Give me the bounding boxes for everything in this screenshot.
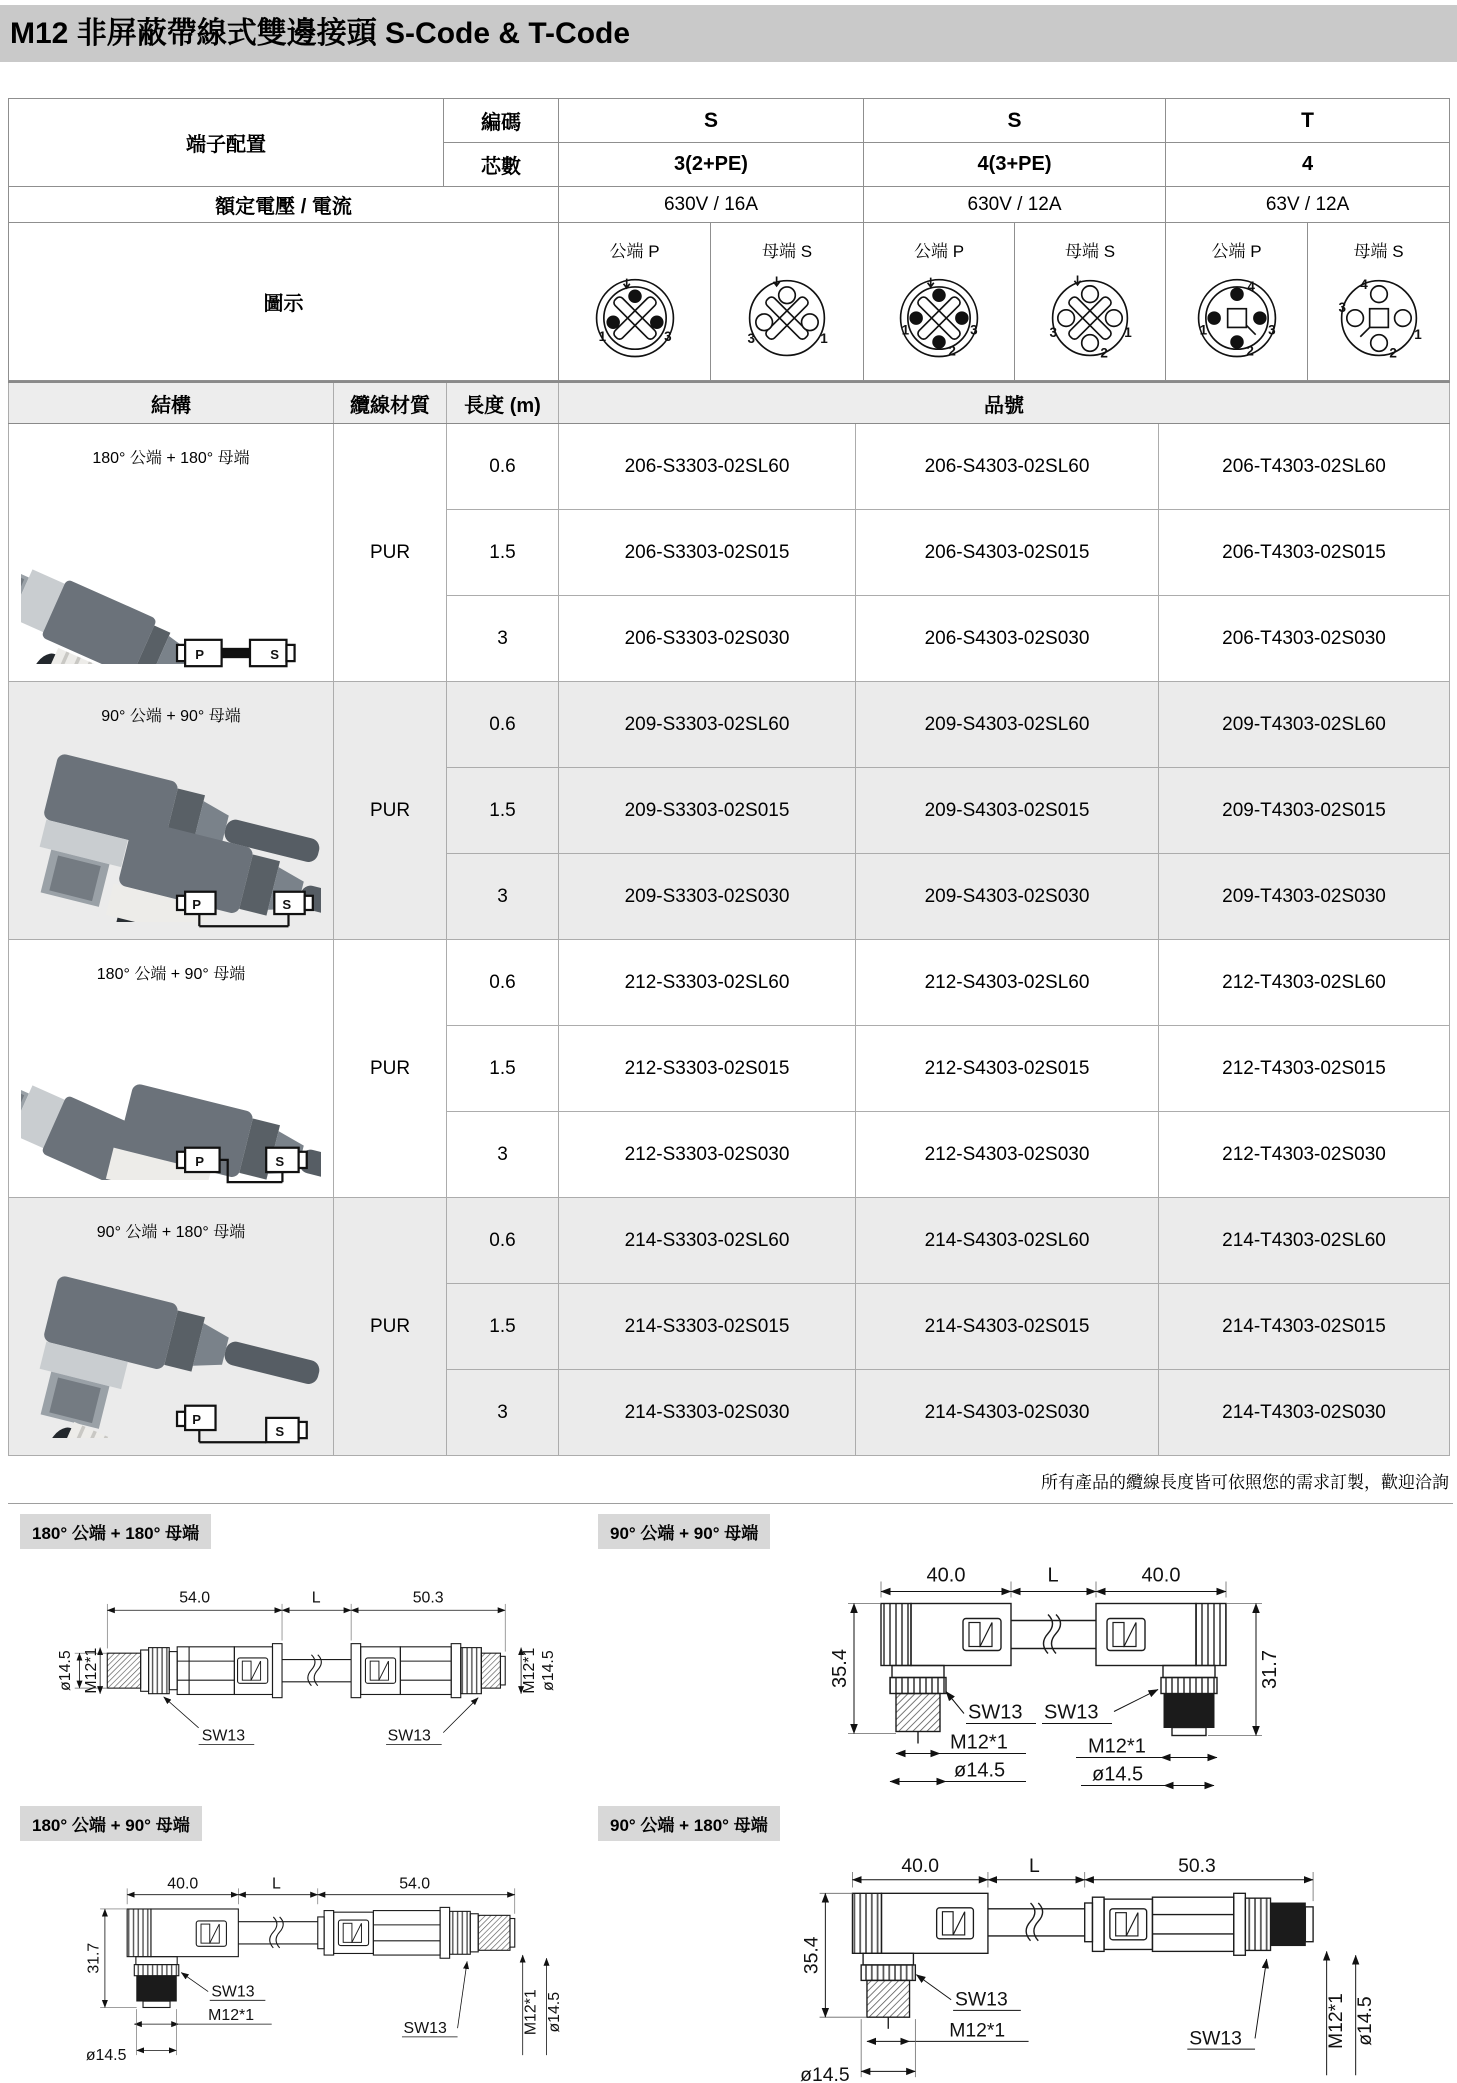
svg-text:L: L bbox=[1047, 1564, 1059, 1587]
part-number-cell: 209-S4303-02S030 bbox=[856, 854, 1159, 940]
part-number-cell: 214-T4303-02S030 bbox=[1159, 1370, 1450, 1456]
dimension-drawing bbox=[696, 1551, 1396, 1800]
pinout-t-male-icon bbox=[1185, 262, 1289, 370]
svg-text:40.0: 40.0 bbox=[1141, 1564, 1181, 1587]
svg-text:L: L bbox=[1029, 1855, 1040, 1878]
part-number-cell: 206-T4303-02S030 bbox=[1159, 596, 1450, 682]
svg-text:4: 4 bbox=[1246, 279, 1255, 295]
rating-value: 63V / 12A bbox=[1166, 187, 1450, 223]
code-value: S bbox=[559, 99, 864, 143]
svg-text:ø14.5: ø14.5 bbox=[1354, 1996, 1377, 2046]
svg-text:M12*1: M12*1 bbox=[208, 2007, 255, 2025]
rating-label: 額定電壓 / 電流 bbox=[9, 187, 559, 223]
part-number-cell: 209-S4303-02SL60 bbox=[856, 682, 1159, 768]
svg-text:1: 1 bbox=[598, 328, 606, 344]
length-cell: 0.6 bbox=[447, 940, 559, 1026]
part-number-cell: 209-S4303-02S015 bbox=[856, 768, 1159, 854]
pinout-cell bbox=[864, 223, 1015, 381]
length-cell: 3 bbox=[447, 854, 559, 940]
orientation-schematic-icon bbox=[175, 1403, 327, 1451]
svg-text:35.4: 35.4 bbox=[829, 1649, 851, 1688]
part-number-cell: 206-S4303-02SL60 bbox=[856, 424, 1159, 510]
svg-text:S: S bbox=[275, 1424, 285, 1440]
pinout-cell bbox=[1166, 223, 1308, 381]
svg-text:50.3: 50.3 bbox=[412, 1589, 444, 1607]
length-cell: 3 bbox=[447, 1112, 559, 1198]
part-number-cell: 206-S3303-02S015 bbox=[559, 510, 856, 596]
svg-text:1: 1 bbox=[820, 331, 828, 346]
svg-text:2: 2 bbox=[1245, 343, 1254, 359]
svg-text:3: 3 bbox=[663, 328, 672, 344]
pinout-cell bbox=[559, 223, 711, 381]
length-header: 長度 (m) bbox=[447, 382, 559, 424]
pinout-t-female-icon bbox=[1327, 262, 1431, 370]
svg-text:ø14.5: ø14.5 bbox=[546, 1991, 564, 2033]
part-number-cell: 214-T4303-02S015 bbox=[1159, 1284, 1450, 1370]
svg-text:M12*1: M12*1 bbox=[1088, 1735, 1146, 1758]
structure-label: 180° 公端 + 180° 母端 bbox=[92, 450, 250, 467]
male-label: 公端 P bbox=[1211, 242, 1262, 261]
pinout-s3-male-icon bbox=[583, 262, 687, 370]
pinout-s3-female-icon bbox=[735, 262, 839, 370]
dimension-drawing bbox=[8, 1843, 564, 2083]
svg-text:SW13: SW13 bbox=[201, 1727, 246, 1745]
svg-text:S: S bbox=[282, 896, 292, 912]
part-number-cell: 212-S4303-02S030 bbox=[856, 1112, 1159, 1198]
svg-text:ø14.5: ø14.5 bbox=[800, 2064, 850, 2083]
spec-table bbox=[8, 98, 1450, 381]
part-number-cell: 212-T4303-02S030 bbox=[1159, 1112, 1450, 1198]
orientation-schematic-icon bbox=[175, 1145, 327, 1193]
page-title: M12 非屏蔽帶線式雙邊接頭 S-Code & T-Code bbox=[0, 5, 1457, 62]
svg-text:ø14.5: ø14.5 bbox=[1092, 1763, 1144, 1786]
svg-text:3: 3 bbox=[1267, 322, 1276, 338]
male-label: 公端 P bbox=[609, 242, 660, 261]
diagram-label: 圖示 bbox=[9, 223, 559, 381]
svg-text:S: S bbox=[270, 647, 280, 663]
svg-text:3: 3 bbox=[970, 322, 978, 338]
svg-text:50.3: 50.3 bbox=[1178, 1855, 1216, 1878]
svg-text:ø14.5: ø14.5 bbox=[85, 2046, 127, 2064]
material-cell: PUR bbox=[334, 1198, 447, 1456]
cores-value: 4(3+PE) bbox=[864, 143, 1166, 187]
length-cell: 1.5 bbox=[447, 1284, 559, 1370]
structure-cell bbox=[9, 424, 334, 682]
code-value: T bbox=[1166, 99, 1450, 143]
svg-text:1: 1 bbox=[1124, 324, 1132, 340]
pinout-cell bbox=[1015, 223, 1166, 381]
pinout-cell bbox=[1308, 223, 1450, 381]
svg-text:2: 2 bbox=[1388, 345, 1397, 361]
orientation-schematic-icon bbox=[175, 887, 327, 935]
drawing-label: 90° 公端 + 90° 母端 bbox=[598, 1514, 770, 1549]
length-cell: 0.6 bbox=[447, 1198, 559, 1284]
pinout-s4-male-icon bbox=[887, 262, 991, 370]
structure-cell bbox=[9, 1198, 334, 1456]
male-label: 公端 P bbox=[913, 242, 965, 261]
dimension-drawing bbox=[696, 1843, 1396, 2083]
part-number-cell: 212-T4303-02S015 bbox=[1159, 1026, 1450, 1112]
drawing-180-90 bbox=[8, 1800, 586, 2083]
structure-label: 90° 公端 + 90° 母端 bbox=[101, 708, 241, 725]
code-value: S bbox=[864, 99, 1166, 143]
drawings-section bbox=[0, 1504, 1457, 2083]
svg-text:3: 3 bbox=[1049, 324, 1058, 340]
female-label: 母端 S bbox=[761, 242, 813, 261]
length-cell: 0.6 bbox=[447, 682, 559, 768]
length-cell: 1.5 bbox=[447, 510, 559, 596]
svg-text:2: 2 bbox=[1100, 345, 1108, 361]
dimension-drawing bbox=[8, 1551, 564, 1749]
part-number-cell: 212-S4303-02SL60 bbox=[856, 940, 1159, 1026]
svg-text:M12*1: M12*1 bbox=[950, 1731, 1008, 1754]
svg-text:40.0: 40.0 bbox=[167, 1875, 199, 1893]
part-number-cell: 212-S4303-02S015 bbox=[856, 1026, 1159, 1112]
drawing-label: 180° 公端 + 90° 母端 bbox=[20, 1806, 202, 1841]
part-number-cell: 212-S3303-02S030 bbox=[559, 1112, 856, 1198]
part-number-cell: 214-S3303-02S030 bbox=[559, 1370, 856, 1456]
custom-length-note: 所有產品的纜線長度皆可依照您的需求訂製，歡迎洽詢 bbox=[8, 1456, 1453, 1504]
part-number-cell: 212-T4303-02SL60 bbox=[1159, 940, 1450, 1026]
svg-text:3: 3 bbox=[1338, 299, 1346, 315]
svg-text:1: 1 bbox=[1413, 326, 1422, 342]
cores-value: 3(2+PE) bbox=[559, 143, 864, 187]
svg-text:SW13: SW13 bbox=[387, 1727, 431, 1745]
svg-text:M12*1: M12*1 bbox=[520, 1647, 538, 1694]
part-number-cell: 214-T4303-02SL60 bbox=[1159, 1198, 1450, 1284]
material-header: 纜線材質 bbox=[334, 382, 447, 424]
part-number-cell: 209-T4303-02SL60 bbox=[1159, 682, 1450, 768]
svg-text:35.4: 35.4 bbox=[800, 1936, 823, 1975]
part-number-cell: 206-S4303-02S030 bbox=[856, 596, 1159, 682]
part-number-cell: 206-S4303-02S015 bbox=[856, 510, 1159, 596]
part-number-cell: 212-S3303-02S015 bbox=[559, 1026, 856, 1112]
part-number-cell: 206-S3303-02SL60 bbox=[559, 424, 856, 510]
part-number-cell: 206-T4303-02S015 bbox=[1159, 510, 1450, 596]
svg-text:54.0: 54.0 bbox=[399, 1875, 431, 1893]
part-number-cell: 214-S4303-02SL60 bbox=[856, 1198, 1159, 1284]
svg-text:M12*1: M12*1 bbox=[83, 1647, 101, 1694]
svg-text:SW13: SW13 bbox=[211, 1983, 255, 2001]
svg-text:3: 3 bbox=[747, 331, 756, 346]
part-number-cell: 212-S3303-02SL60 bbox=[559, 940, 856, 1026]
pinout-cell bbox=[711, 223, 864, 381]
svg-text:4: 4 bbox=[1359, 277, 1368, 292]
material-cell: PUR bbox=[334, 682, 447, 940]
svg-text:M12*1: M12*1 bbox=[522, 1989, 540, 2036]
svg-text:31.7: 31.7 bbox=[85, 1942, 103, 1974]
svg-text:ø14.5: ø14.5 bbox=[954, 1759, 1006, 1782]
part-number-cell: 214-S4303-02S030 bbox=[856, 1370, 1159, 1456]
svg-text:54.0: 54.0 bbox=[179, 1589, 211, 1607]
part-number-cell: 214-S3303-02SL60 bbox=[559, 1198, 856, 1284]
svg-text:S: S bbox=[275, 1153, 285, 1169]
svg-text:M12*1: M12*1 bbox=[1325, 1993, 1348, 2050]
structure-cell bbox=[9, 682, 334, 940]
cores-value: 4 bbox=[1166, 143, 1450, 187]
pinout-s4-female-icon bbox=[1038, 262, 1142, 370]
svg-text:40.0: 40.0 bbox=[901, 1855, 940, 1878]
svg-text:P: P bbox=[195, 647, 205, 663]
length-cell: 1.5 bbox=[447, 768, 559, 854]
svg-text:SW13: SW13 bbox=[1189, 2027, 1242, 2050]
part-number-cell: 206-T4303-02SL60 bbox=[1159, 424, 1450, 510]
svg-text:P: P bbox=[195, 1153, 205, 1169]
svg-text:P: P bbox=[192, 896, 202, 912]
female-label: 母端 S bbox=[1353, 242, 1404, 261]
part-number-cell: 206-S3303-02S030 bbox=[559, 596, 856, 682]
length-cell: 3 bbox=[447, 1370, 559, 1456]
drawing-label: 90° 公端 + 180° 母端 bbox=[598, 1806, 780, 1841]
part-number-cell: 214-S4303-02S015 bbox=[856, 1284, 1159, 1370]
svg-text:SW13: SW13 bbox=[968, 1701, 1023, 1724]
svg-text:40.0: 40.0 bbox=[926, 1564, 966, 1587]
svg-text:SW13: SW13 bbox=[403, 2019, 447, 2037]
material-cell: PUR bbox=[334, 940, 447, 1198]
rating-value: 630V / 12A bbox=[864, 187, 1166, 223]
structure-label: 90° 公端 + 180° 母端 bbox=[96, 1224, 246, 1241]
svg-text:ø14.5: ø14.5 bbox=[539, 1650, 557, 1691]
structure-cell bbox=[9, 940, 334, 1198]
part-number-cell: 209-S3303-02S015 bbox=[559, 768, 856, 854]
part-number-table bbox=[8, 381, 1450, 1456]
svg-text:SW13: SW13 bbox=[955, 1988, 1008, 2011]
drawing-90-180 bbox=[586, 1800, 1457, 2083]
drawing-label: 180° 公端 + 180° 母端 bbox=[20, 1514, 211, 1549]
cores-label: 芯數 bbox=[444, 143, 559, 187]
terminal-config-label: 端子配置 bbox=[9, 99, 444, 187]
svg-text:L: L bbox=[272, 1875, 281, 1893]
structure-label: 180° 公端 + 90° 母端 bbox=[96, 966, 246, 983]
svg-text:1: 1 bbox=[901, 322, 910, 338]
drawing-180-180 bbox=[8, 1508, 586, 1800]
svg-text:SW13: SW13 bbox=[1044, 1701, 1099, 1724]
svg-text:1: 1 bbox=[1199, 322, 1207, 338]
rating-value: 630V / 16A bbox=[559, 187, 864, 223]
structure-header: 結構 bbox=[9, 382, 334, 424]
code-label: 編碼 bbox=[444, 99, 559, 143]
part-header: 品號 bbox=[559, 382, 1450, 424]
svg-text:M12*1: M12*1 bbox=[949, 2019, 1006, 2042]
svg-text:31.7: 31.7 bbox=[1259, 1650, 1281, 1689]
svg-text:L: L bbox=[311, 1589, 321, 1607]
svg-text:P: P bbox=[192, 1411, 202, 1427]
material-cell: PUR bbox=[334, 424, 447, 682]
part-number-cell: 214-S3303-02S015 bbox=[559, 1284, 856, 1370]
part-number-cell: 209-S3303-02S030 bbox=[559, 854, 856, 940]
female-label: 母端 S bbox=[1064, 242, 1116, 261]
svg-text:2: 2 bbox=[948, 343, 956, 359]
orientation-schematic-icon bbox=[175, 629, 327, 677]
svg-text:ø14.5: ø14.5 bbox=[56, 1650, 74, 1691]
length-cell: 0.6 bbox=[447, 424, 559, 510]
part-number-cell: 209-T4303-02S015 bbox=[1159, 768, 1450, 854]
part-number-cell: 209-S3303-02SL60 bbox=[559, 682, 856, 768]
drawing-90-90 bbox=[586, 1508, 1457, 1800]
length-cell: 1.5 bbox=[447, 1026, 559, 1112]
part-number-cell: 209-T4303-02S030 bbox=[1159, 854, 1450, 940]
length-cell: 3 bbox=[447, 596, 559, 682]
